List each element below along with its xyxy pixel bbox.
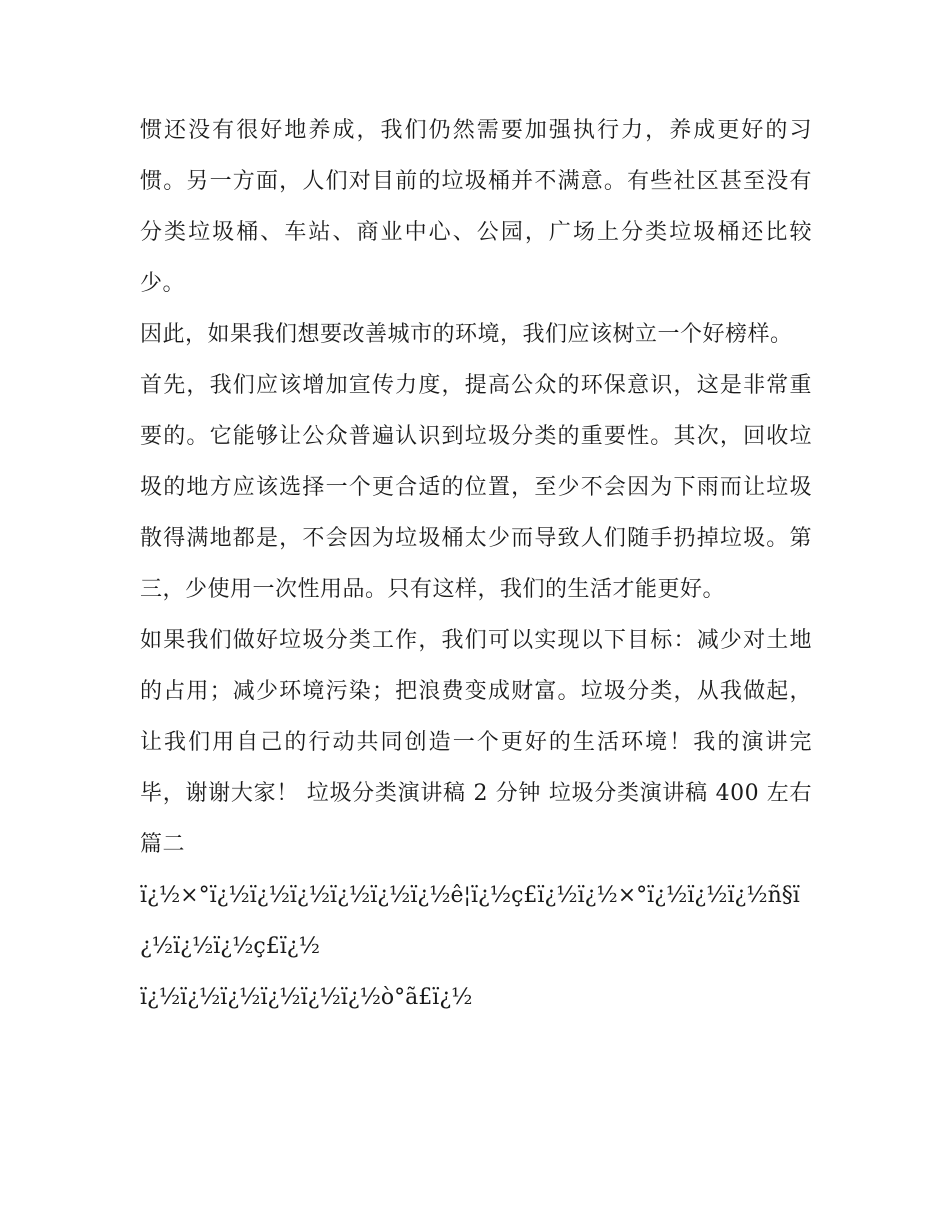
garbled-text-line-2: ï¿½ï¿½ï¿½ï¿½ï¿½ï¿½ò°ã£ï¿½ — [140, 985, 473, 1010]
document-page — [140, 105, 812, 1023]
garbled-text-line-1: ï¿½×°ï¿½ï¿½ï¿½ï¿½ï¿½ï¿½ê¦ï¿½ç£ï¿½ï¿½×°ï¿½ï¿½ï¿½ñ§ï¿½ï¿½ï¿½ç£ï¿½ — [140, 883, 800, 959]
paragraph-habit-and-bins: 惯还没有很好地养成，我们仍然需要加强执行力，养成更好的习惯。另一方面，人们对目前的垃圾桶并不满意。有些社区甚至没有分类垃圾桶、车站、商业中心、公园，广场上分类垃圾桶还比较少。 — [140, 118, 812, 296]
paragraph-set-example: 因此，如果我们想要改善城市的环境，我们应该树立一个好榜样。 — [140, 322, 793, 347]
paragraph-measures: 首先，我们应该增加宣传力度，提高公众的环保意识，这是非常重要的。它能够让公众普遍认识到垃圾分类的重要性。其次，回收垃圾的地方应该选择一个更合适的位置，至少不会因为下雨而让垃圾散得满地都是，不会因为垃圾桶太少而导致人们随手扔掉垃圾。第三，少使用一次性用品。只有这样，我们的生活才能更好。 — [140, 373, 812, 602]
paragraph-goals-and-closing: 如果我们做好垃圾分类工作，我们可以实现以下目标：减少对土地的占用；减少环境污染；把浪费变成财富。垃圾分类，从我做起，让我们用自己的行动共同创造一个更好的生活环境！我的演讲完毕，谢谢大家！ 垃圾分类演讲稿 2 分钟 垃圾分类演讲稿 400 左右篇二 — [140, 628, 812, 857]
